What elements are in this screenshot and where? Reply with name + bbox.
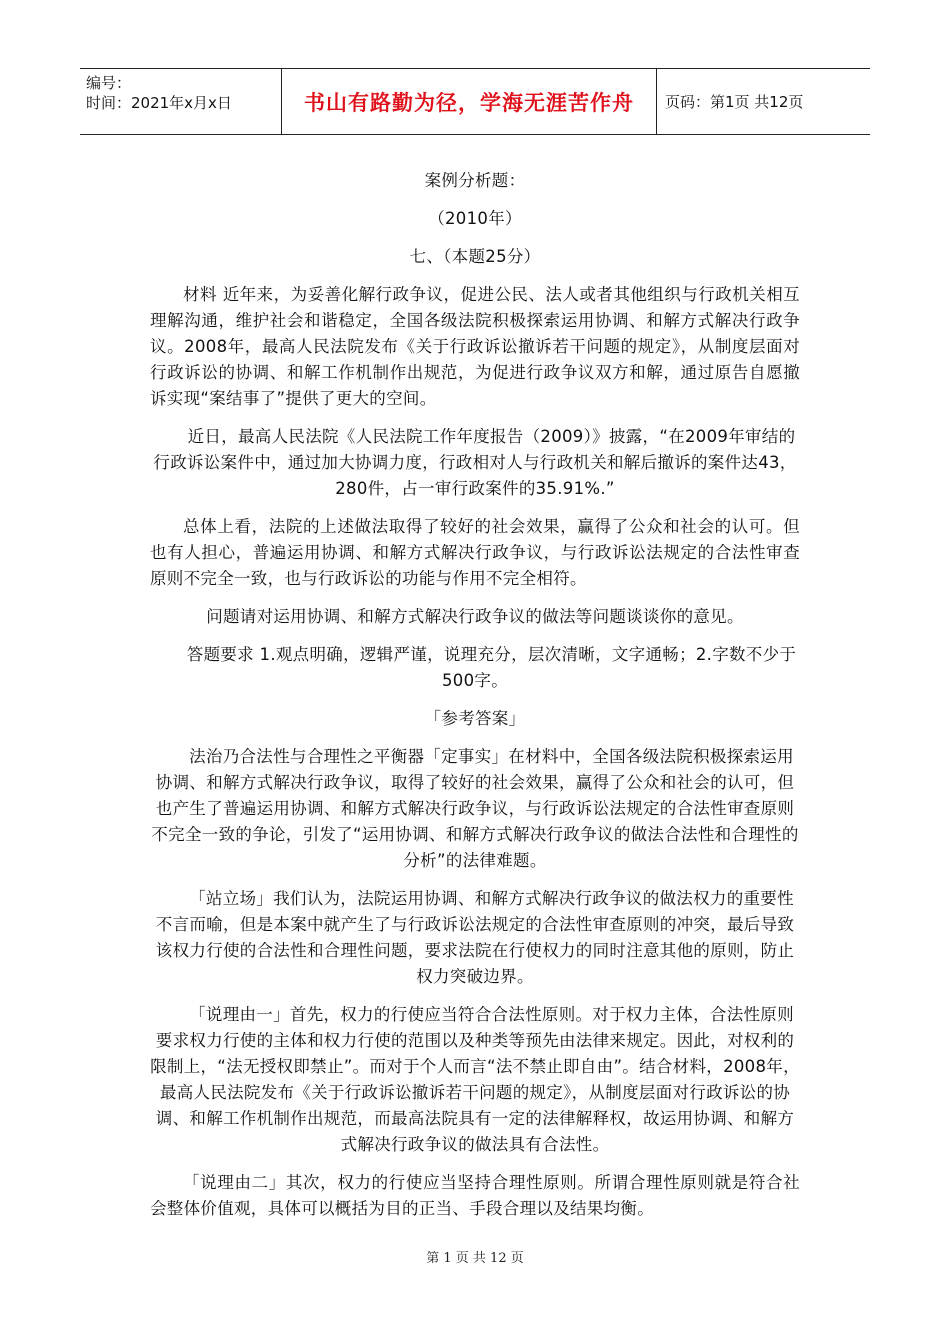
question-heading: 七、（本题25分） xyxy=(409,247,541,266)
page-header xyxy=(80,68,870,135)
header-motto: 书山有路勤为径，学海无涯苦作舟 xyxy=(282,69,657,134)
answer-paragraph-4: 「说理由二」其次，权力的行使应当坚持合理性原则。所谓合理性原则就是符合社会整体价值观，具体可以概括为目的正当、手段合理以及结果均衡。 xyxy=(150,1173,800,1218)
header-page-info: 页码：第1页 共12页 xyxy=(665,93,804,111)
reference-answer-heading: 「参考答案」 xyxy=(424,709,526,728)
document-number-label: 编号： xyxy=(86,74,132,92)
answer-requirements: 答题要求 1.观点明确，逻辑严谨，说理充分，层次清晰，文字通畅；2.字数不少于500字。 xyxy=(186,645,797,690)
page-footer: 第 1 页 共 12 页 xyxy=(426,1251,524,1266)
answer-paragraph-1: 法治乃合法性与合理性之平衡器「定事实」在材料中，全国各级法院积极探索运用协调、和解方式解决行政争议，取得了较好的社会效果，赢得了公众和社会的认可，但也产生了普遍运用协调、和解方式解决行政争议，与行政诉讼法规定的合法性审查原则不完全一致的争论，引发了“运用协调、和解方式解决行政争议的做法合法性和合理性的分析”的法律难题。 xyxy=(151,747,799,870)
exam-year: （2010年） xyxy=(428,209,522,228)
material-paragraph-2: 近日，最高人民法院《人民法院工作年度报告（2009）》披露，“在2009年审结的行政诉讼案件中，通过加大协调力度，行政相对人与行政机关和解后撤诉的案件达43，280件，占一审行政案件的35.91%.” xyxy=(153,427,797,498)
material-paragraph-3: 总体上看，法院的上述做法取得了较好的社会效果，赢得了公众和社会的认可。但也有人担心，普遍运用协调、和解方式解决行政争议，与行政诉讼法规定的合法性审查原则不完全一致，也与行政诉讼的功能与作用不完全相符。 xyxy=(150,517,800,588)
header-meta xyxy=(80,69,282,134)
answer-paragraph-3: 「说理由一」首先，权力的行使应当符合合法性原则。对于权力主体，合法性原则要求权力行使的主体和权力行使的范围以及种类等预先由法律来规定。因此，对权利的限制上，“法无授权即禁止”。而对于个人而言“法不禁止即自由”。结合材料，2008年，最高人民法院发布《关于行政诉讼撤诉若干问题的规定》，从制度层面对行政诉讼的协调、和解工作机制作出规范，而最高法院具有一定的法律解释权，故运用协调、和解方式解决行政争议的做法具有合法性。 xyxy=(150,1005,800,1154)
answer-paragraph-2: 「站立场」我们认为，法院运用协调、和解方式解决行政争议的做法权力的重要性不言而喻，但是本案中就产生了与行政诉讼法规定的合法性审查原则的冲突，最后导致该权力行使的合法性和合理性问题，要求法院在行使权力的同时注意其他的原则，防止权力突破边界。 xyxy=(155,889,795,986)
document-body xyxy=(150,168,800,1234)
document-title: 案例分析题： xyxy=(424,171,526,190)
material-paragraph-1: 材料 近年来，为妥善化解行政争议，促进公民、法人或者其他组织与行政机关相互理解沟通，维护社会和谐稳定，全国各级法院积极探索运用协调、和解方式解决行政争议。2008年，最高人民法院发布《关于行政诉讼撤诉若干问题的规定》，从制度层面对行政诉讼的协调、和解工作机制作出规范，为促进行政争议双方和解，通过原告自愿撤诉实现“案结事了”提供了更大的空间。 xyxy=(150,285,800,408)
document-time-label: 时间：2021年x月x日 xyxy=(86,94,232,112)
question-text: 问题请对运用协调、和解方式解决行政争议的做法等问题谈谈你的意见。 xyxy=(206,607,744,626)
